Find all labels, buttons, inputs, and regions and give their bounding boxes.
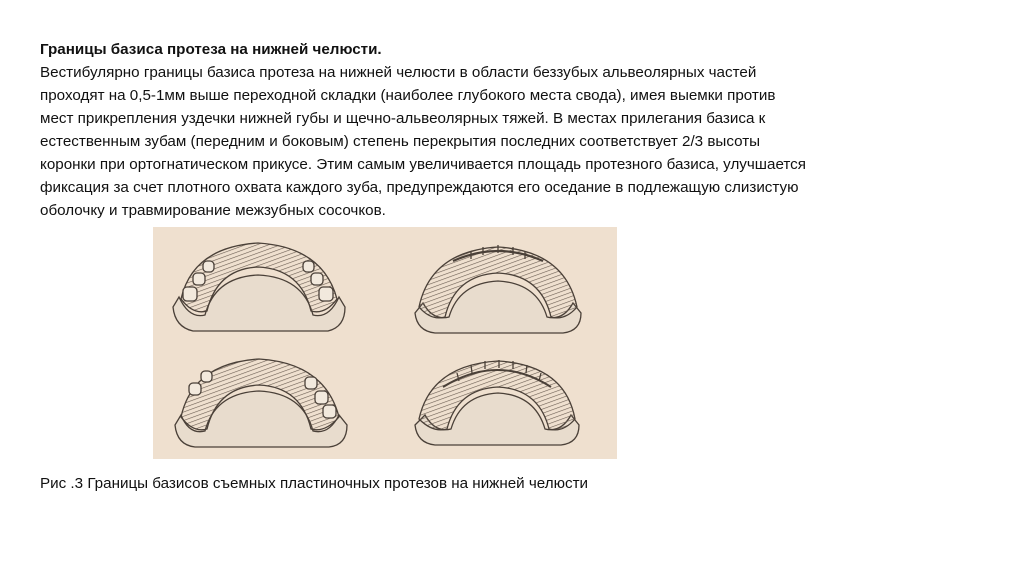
paragraph-line: фиксация за счет плотного охвата каждого зуба, предупреждаются его оседание в подлежащую слизистую — [40, 179, 799, 196]
denture-top-right — [415, 245, 581, 333]
paragraph-line: Вестибулярно границы базиса протеза на нижней челюсти в области беззубых альвеолярных частей — [40, 64, 757, 81]
denture-drawings — [153, 227, 617, 459]
denture-bottom-right — [415, 360, 579, 445]
denture-top-left — [173, 243, 345, 331]
text-block — [40, 38, 940, 222]
paragraph-line: оболочку и травмирование межзубных сосочков. — [40, 202, 386, 219]
slide-title: Границы базиса протеза на нижней челюсти. — [40, 41, 382, 58]
denture-illustration — [153, 227, 617, 459]
denture-bottom-left — [175, 359, 347, 447]
paragraph-line: проходят на 0,5-1мм выше переходной складки (наиболее глубокого места свода), имея выемки против — [40, 87, 776, 104]
paragraph-line: коронки при ортогнатическом прикусе. Этим самым увеличивается площадь протезного базиса, улучшается — [40, 156, 806, 173]
figure-caption: Рис .3 Границы базисов съемных пластиночных протезов на нижней челюсти — [40, 475, 589, 492]
paragraph-line: естественным зубам (передним и боковым) степень перекрытия последних соответствует 2/3 высоты — [40, 133, 761, 150]
paragraph-line: мест прикрепления уздечки нижней губы и щечно-альвеолярных тяжей. В местах прилегания базиса к — [40, 110, 766, 127]
